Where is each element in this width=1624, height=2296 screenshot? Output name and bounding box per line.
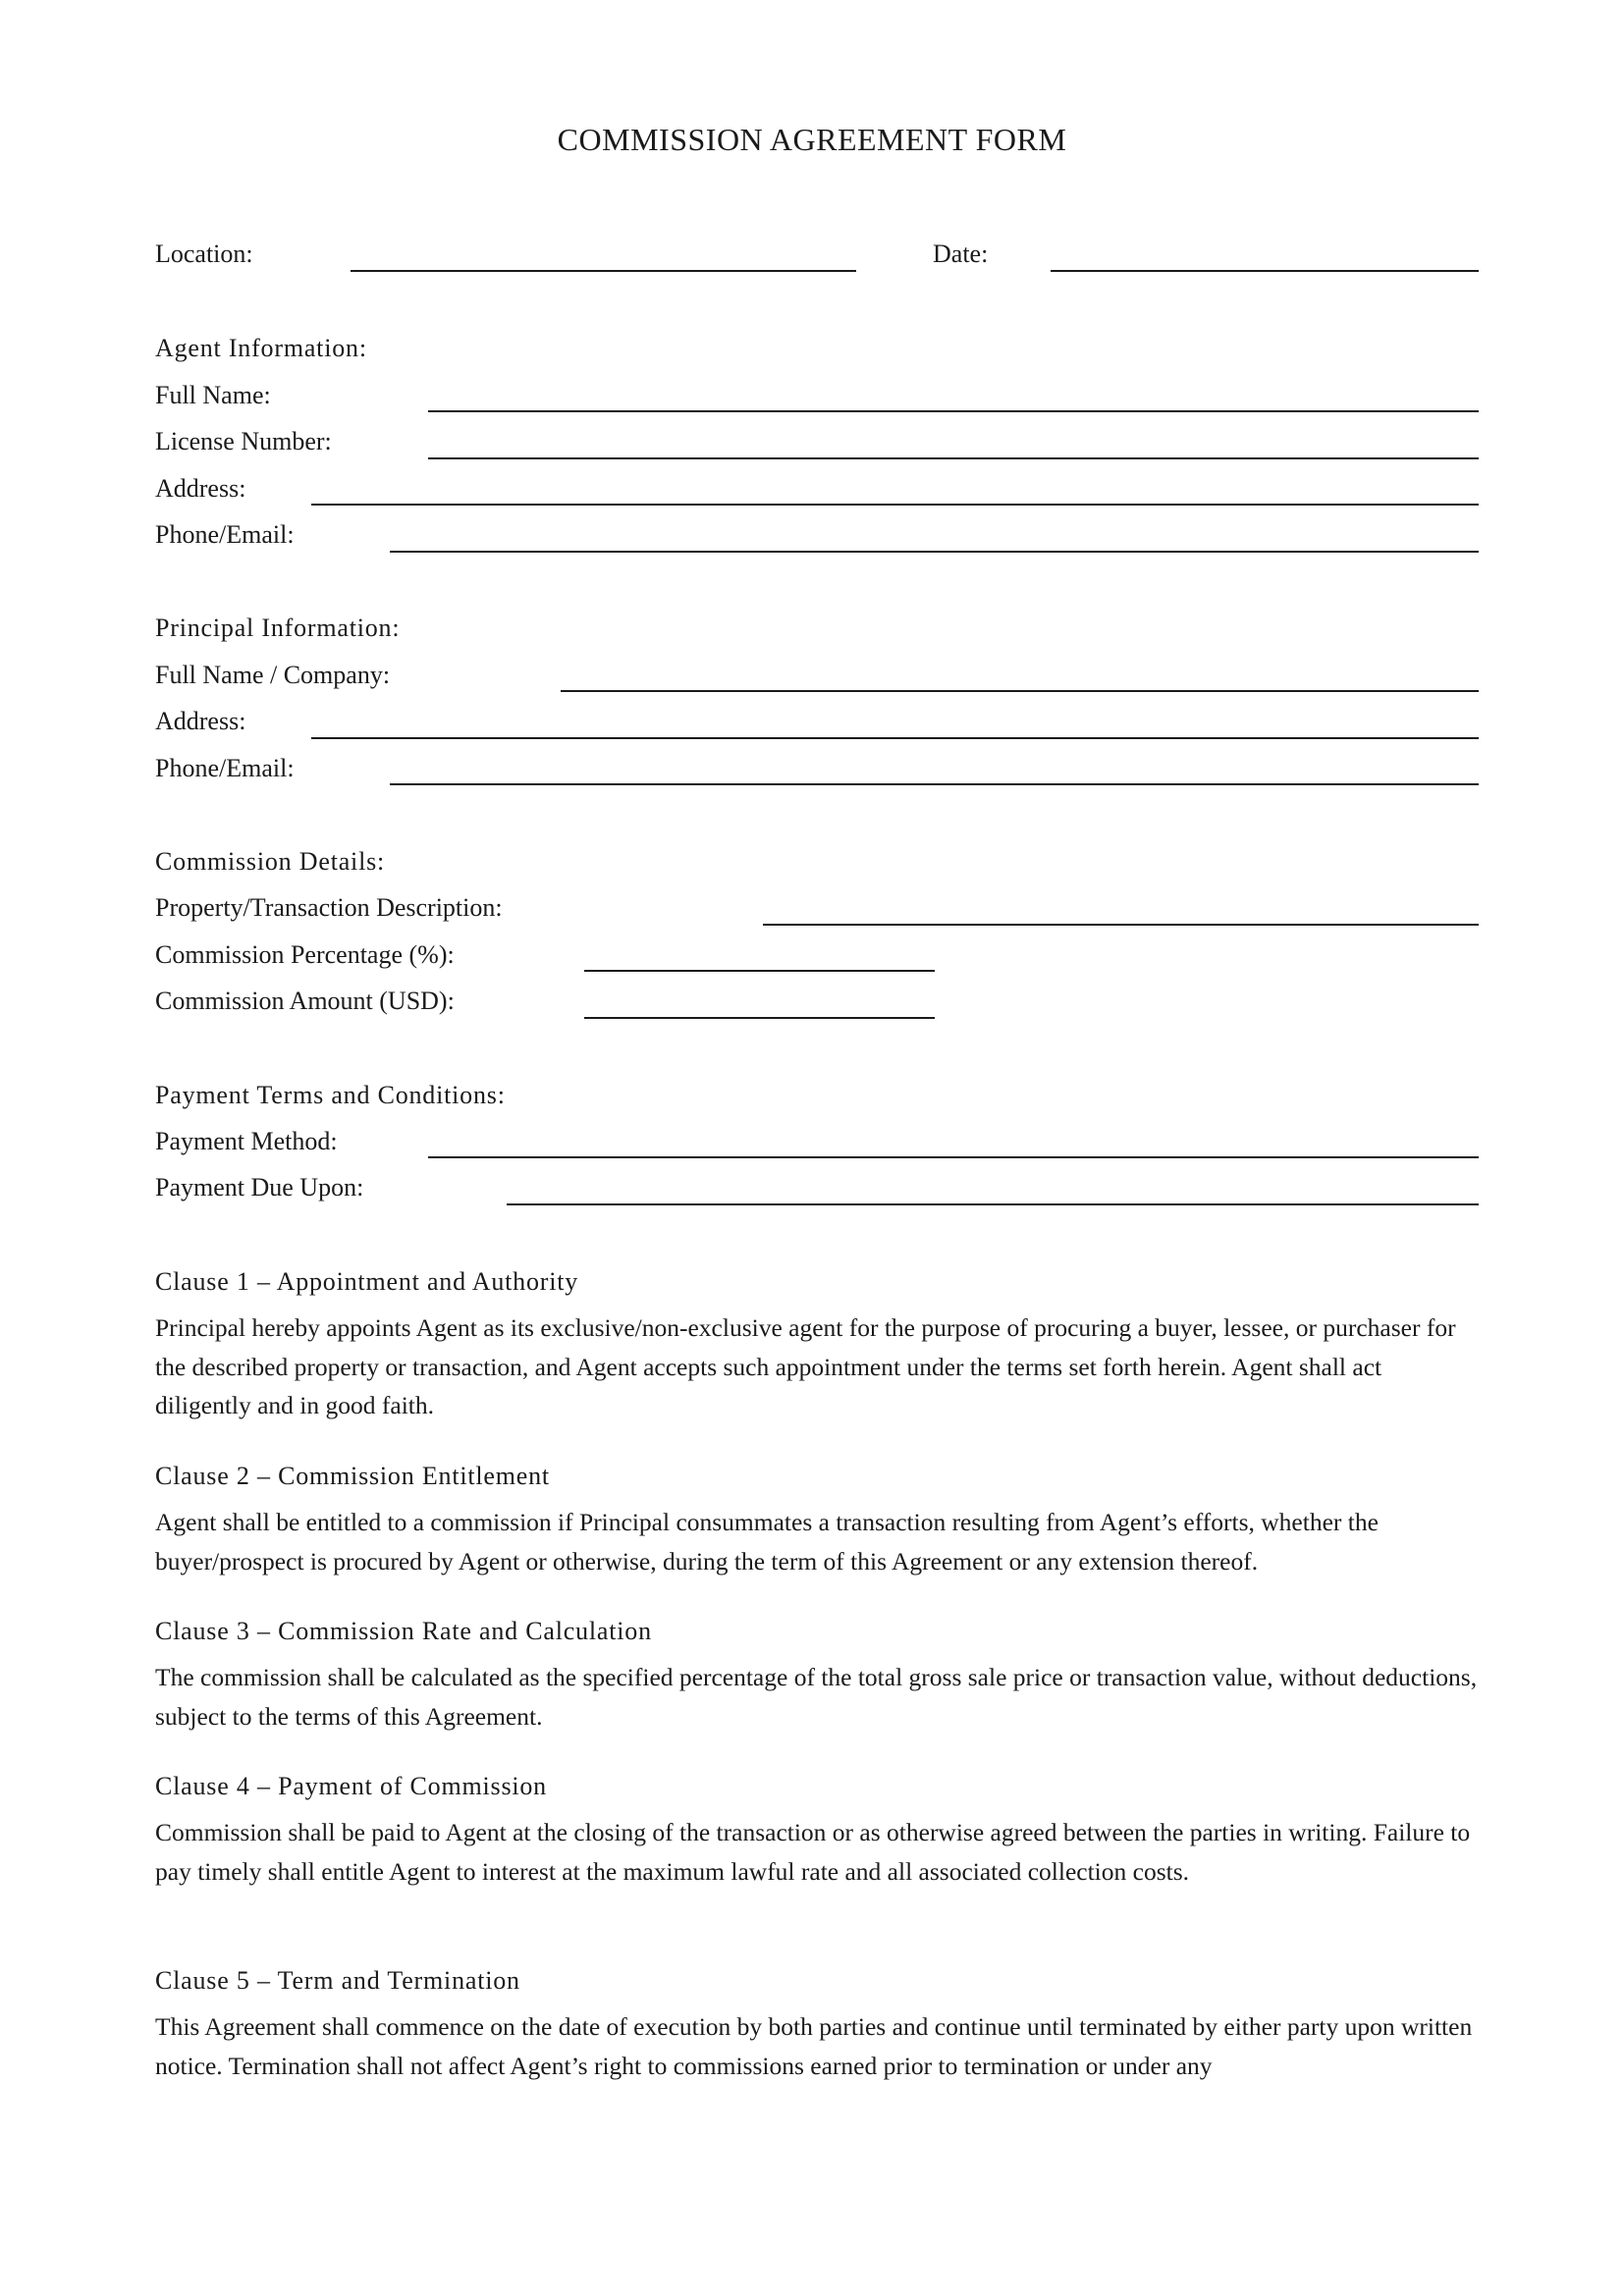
date-label: Date: <box>933 240 989 268</box>
clause-5-text: This Agreement shall commence on the date of execution by both parties and continue until terminated by either party upon written notice. Termination shall not affect Agent’s right to commissions earned prior to termination or under any <box>155 2012 1473 2080</box>
date-field[interactable] <box>1051 270 1479 272</box>
payment-section-heading: Payment Terms and Conditions: <box>155 1081 506 1109</box>
principal-address-label: Address: <box>155 707 246 735</box>
payment-method-field[interactable] <box>428 1156 1479 1158</box>
location-label: Location: <box>155 240 253 268</box>
location-field[interactable] <box>351 270 856 272</box>
commission-description-label: Property/Transaction Description: <box>155 893 503 922</box>
agent-full-name-field[interactable] <box>428 410 1479 412</box>
commission-percentage-label: Commission Percentage (%): <box>155 940 455 969</box>
clause-2-text: Agent shall be entitled to a commission if Principal consummates a transaction resulting from Agent’s efforts, whether the buyer/prospect is procured by Agent or otherwise, during the term of this Agreement or any extension thereof. <box>155 1508 1379 1575</box>
agent-license-label: License Number: <box>155 427 332 455</box>
commission-amount-label: Commission Amount (USD): <box>155 987 455 1015</box>
principal-section-heading: Principal Information: <box>155 614 401 642</box>
commission-description-field[interactable] <box>763 924 1479 926</box>
principal-contact-field[interactable] <box>390 783 1479 785</box>
clause-2-heading: Clause 2 – Commission Entitlement <box>155 1462 550 1490</box>
agent-contact-field[interactable] <box>390 551 1479 553</box>
agent-section-heading: Agent Information: <box>155 334 367 362</box>
agent-license-field[interactable] <box>428 457 1479 459</box>
payment-method-label: Payment Method: <box>155 1127 338 1155</box>
clause-5-heading: Clause 5 – Term and Termination <box>155 1966 520 1995</box>
clause-1-heading: Clause 1 – Appointment and Authority <box>155 1267 579 1296</box>
principal-name-label: Full Name / Company: <box>155 661 391 689</box>
clause-4-text: Commission shall be paid to Agent at the closing of the transaction or as otherwise agreed between the parties in writing. Failure to pay timely shall entitle Agent to interest at the maximum lawful rate and all associated collection costs. <box>155 1818 1471 1886</box>
principal-name-field[interactable] <box>561 690 1479 692</box>
agent-address-field[interactable] <box>311 504 1479 506</box>
principal-contact-label: Phone/Email: <box>155 754 295 782</box>
principal-address-field[interactable] <box>311 737 1479 739</box>
commission-amount-field[interactable] <box>584 1017 935 1019</box>
agent-contact-label: Phone/Email: <box>155 520 295 549</box>
clause-1-text: Principal hereby appoints Agent as its exclusive/non-exclusive agent for the purpose of procuring a buyer, lessee, or purchaser for the described property or transaction, and Agent accepts such appointment under the terms set forth herein. Agent shall act diligently and in good faith. <box>155 1313 1456 1419</box>
document-title: COMMISSION AGREEMENT FORM <box>557 122 1067 157</box>
agent-full-name-label: Full Name: <box>155 381 271 409</box>
agent-address-label: Address: <box>155 474 246 503</box>
payment-due-label: Payment Due Upon: <box>155 1173 364 1201</box>
payment-due-field[interactable] <box>507 1203 1479 1205</box>
clause-3-heading: Clause 3 – Commission Rate and Calculation <box>155 1617 652 1645</box>
clause-3-text: The commission shall be calculated as the specified percentage of the total gross sale price or transaction value, without deductions, subject to the terms of this Agreement. <box>155 1663 1478 1731</box>
clause-4-heading: Clause 4 – Payment of Commission <box>155 1772 547 1800</box>
commission-section-heading: Commission Details: <box>155 847 386 876</box>
commission-percentage-field[interactable] <box>584 970 935 972</box>
